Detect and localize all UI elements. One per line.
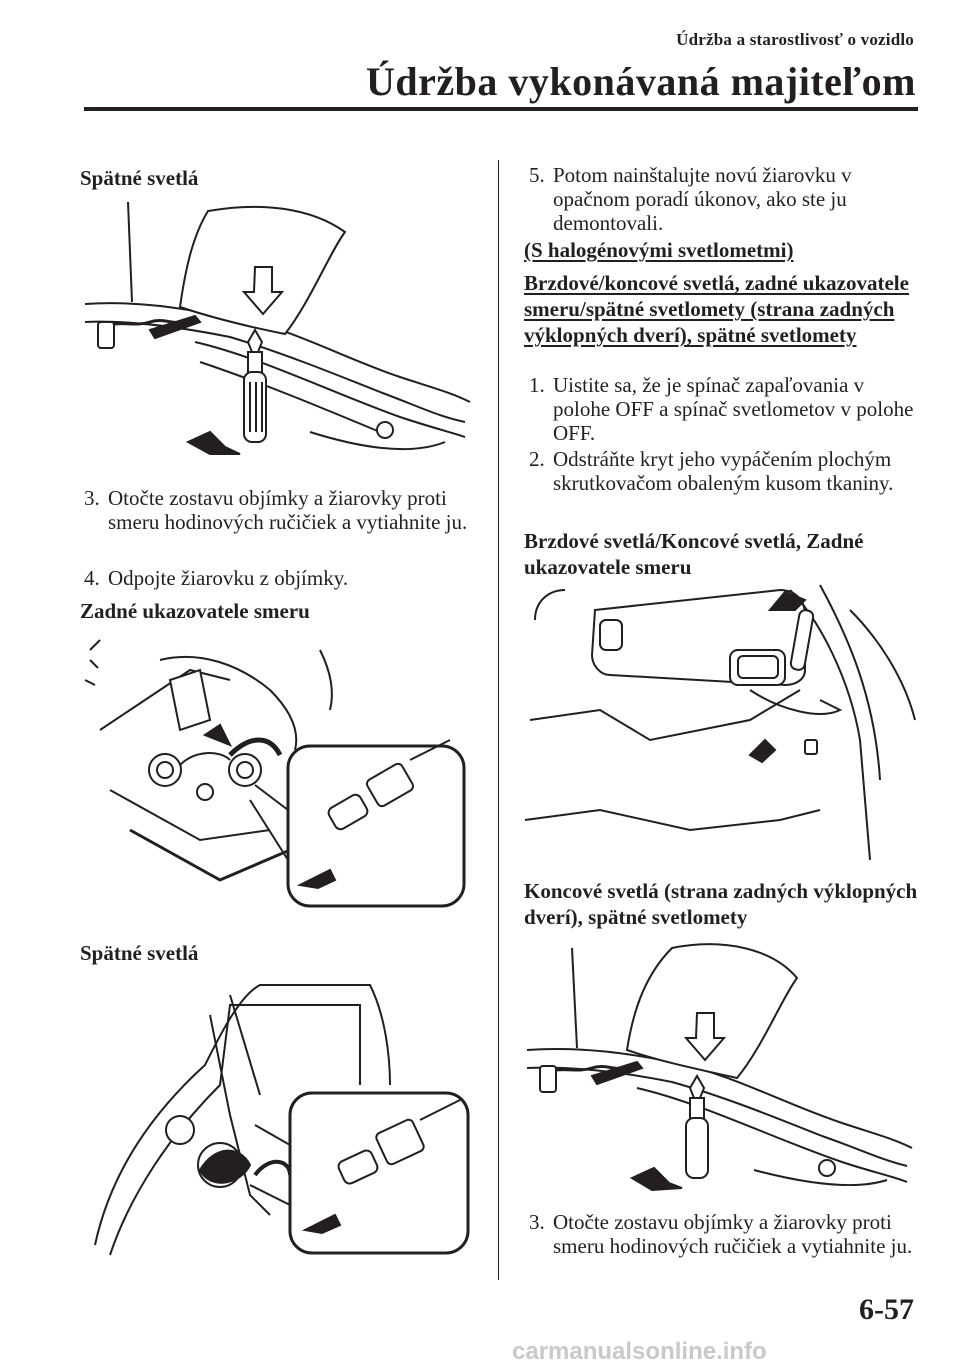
figure-reverse-light-cover xyxy=(80,192,480,472)
step-text: Otočte zostavu objímky a žiarovky proti smeru hodinových ručičiek a vytiahnite ju. xyxy=(108,486,468,534)
right-step-3 xyxy=(529,1210,924,1258)
step-text: Odpojte žiarovku z objímky. xyxy=(108,566,349,590)
step-number: 4. xyxy=(84,566,100,590)
left-step-4 xyxy=(84,566,484,590)
step-text: Otočte zostavu objímky a žiarovky proti smeru hodinových ručičiek a vytiahnite ju. xyxy=(553,1210,913,1258)
figure-reverse-light-bulb xyxy=(90,975,475,1260)
page-number: 6-57 xyxy=(859,1293,914,1326)
heading-rear-turn-signals: Zadné ukazovatele smeru xyxy=(80,599,310,623)
column-divider xyxy=(498,160,499,1280)
step-text: Uistite sa, že je spínač zapaľovania v polohe OFF a spínač svetlometov v polohe OFF. xyxy=(553,373,914,445)
figure-tail-light-cover xyxy=(522,938,920,1198)
right-step-5 xyxy=(529,163,929,235)
left-step-3 xyxy=(84,486,484,534)
step-text: Potom nainštalujte novú žiarovku v opačnom poradí úkonov, ako ste ju demontovali. xyxy=(553,163,852,235)
step-number: 5. xyxy=(529,163,545,187)
right-step-2 xyxy=(529,447,924,495)
right-step-1 xyxy=(529,373,924,445)
page-title: Údržba vykonávaná majiteľom xyxy=(365,59,916,104)
step-text: Odstráňte kryt jeho vypáčením plochým skrutkovačom obaleným kusom tkaniny. xyxy=(553,447,894,495)
heading-reverse-lights-1: Spätné svetlá xyxy=(80,166,199,190)
step-number: 3. xyxy=(84,486,100,510)
heading-brake-tail-reverse: Brzdové/koncové svetlá, zadné ukazovatele smeru/spätné svetlomety (strana zadných výklopných dverí), spätné svetlomety xyxy=(524,271,909,347)
watermark: carmanualsonline.info xyxy=(512,1338,767,1365)
step-number: 3. xyxy=(529,1210,545,1234)
heading-brake-lights: Brzdové svetlá/Koncové svetlá, Zadné ukazovatele smeru xyxy=(524,529,864,579)
heading-reverse-lights-2: Spätné svetlá xyxy=(80,941,199,965)
figure-rear-turn-signal-bulb xyxy=(80,630,470,910)
heading-tail-lights: Koncové svetlá (strana zadných výklopných dverí), spätné svetlomety xyxy=(524,879,918,929)
heading-halogen: (S halogénovými svetlometmi) xyxy=(524,238,794,262)
header-divider xyxy=(84,107,918,111)
figure-brake-light-cover xyxy=(520,580,920,860)
section-title: Údržba a starostlivosť o vozidlo xyxy=(676,30,914,49)
step-number: 2. xyxy=(529,447,545,471)
step-number: 1. xyxy=(529,373,545,397)
